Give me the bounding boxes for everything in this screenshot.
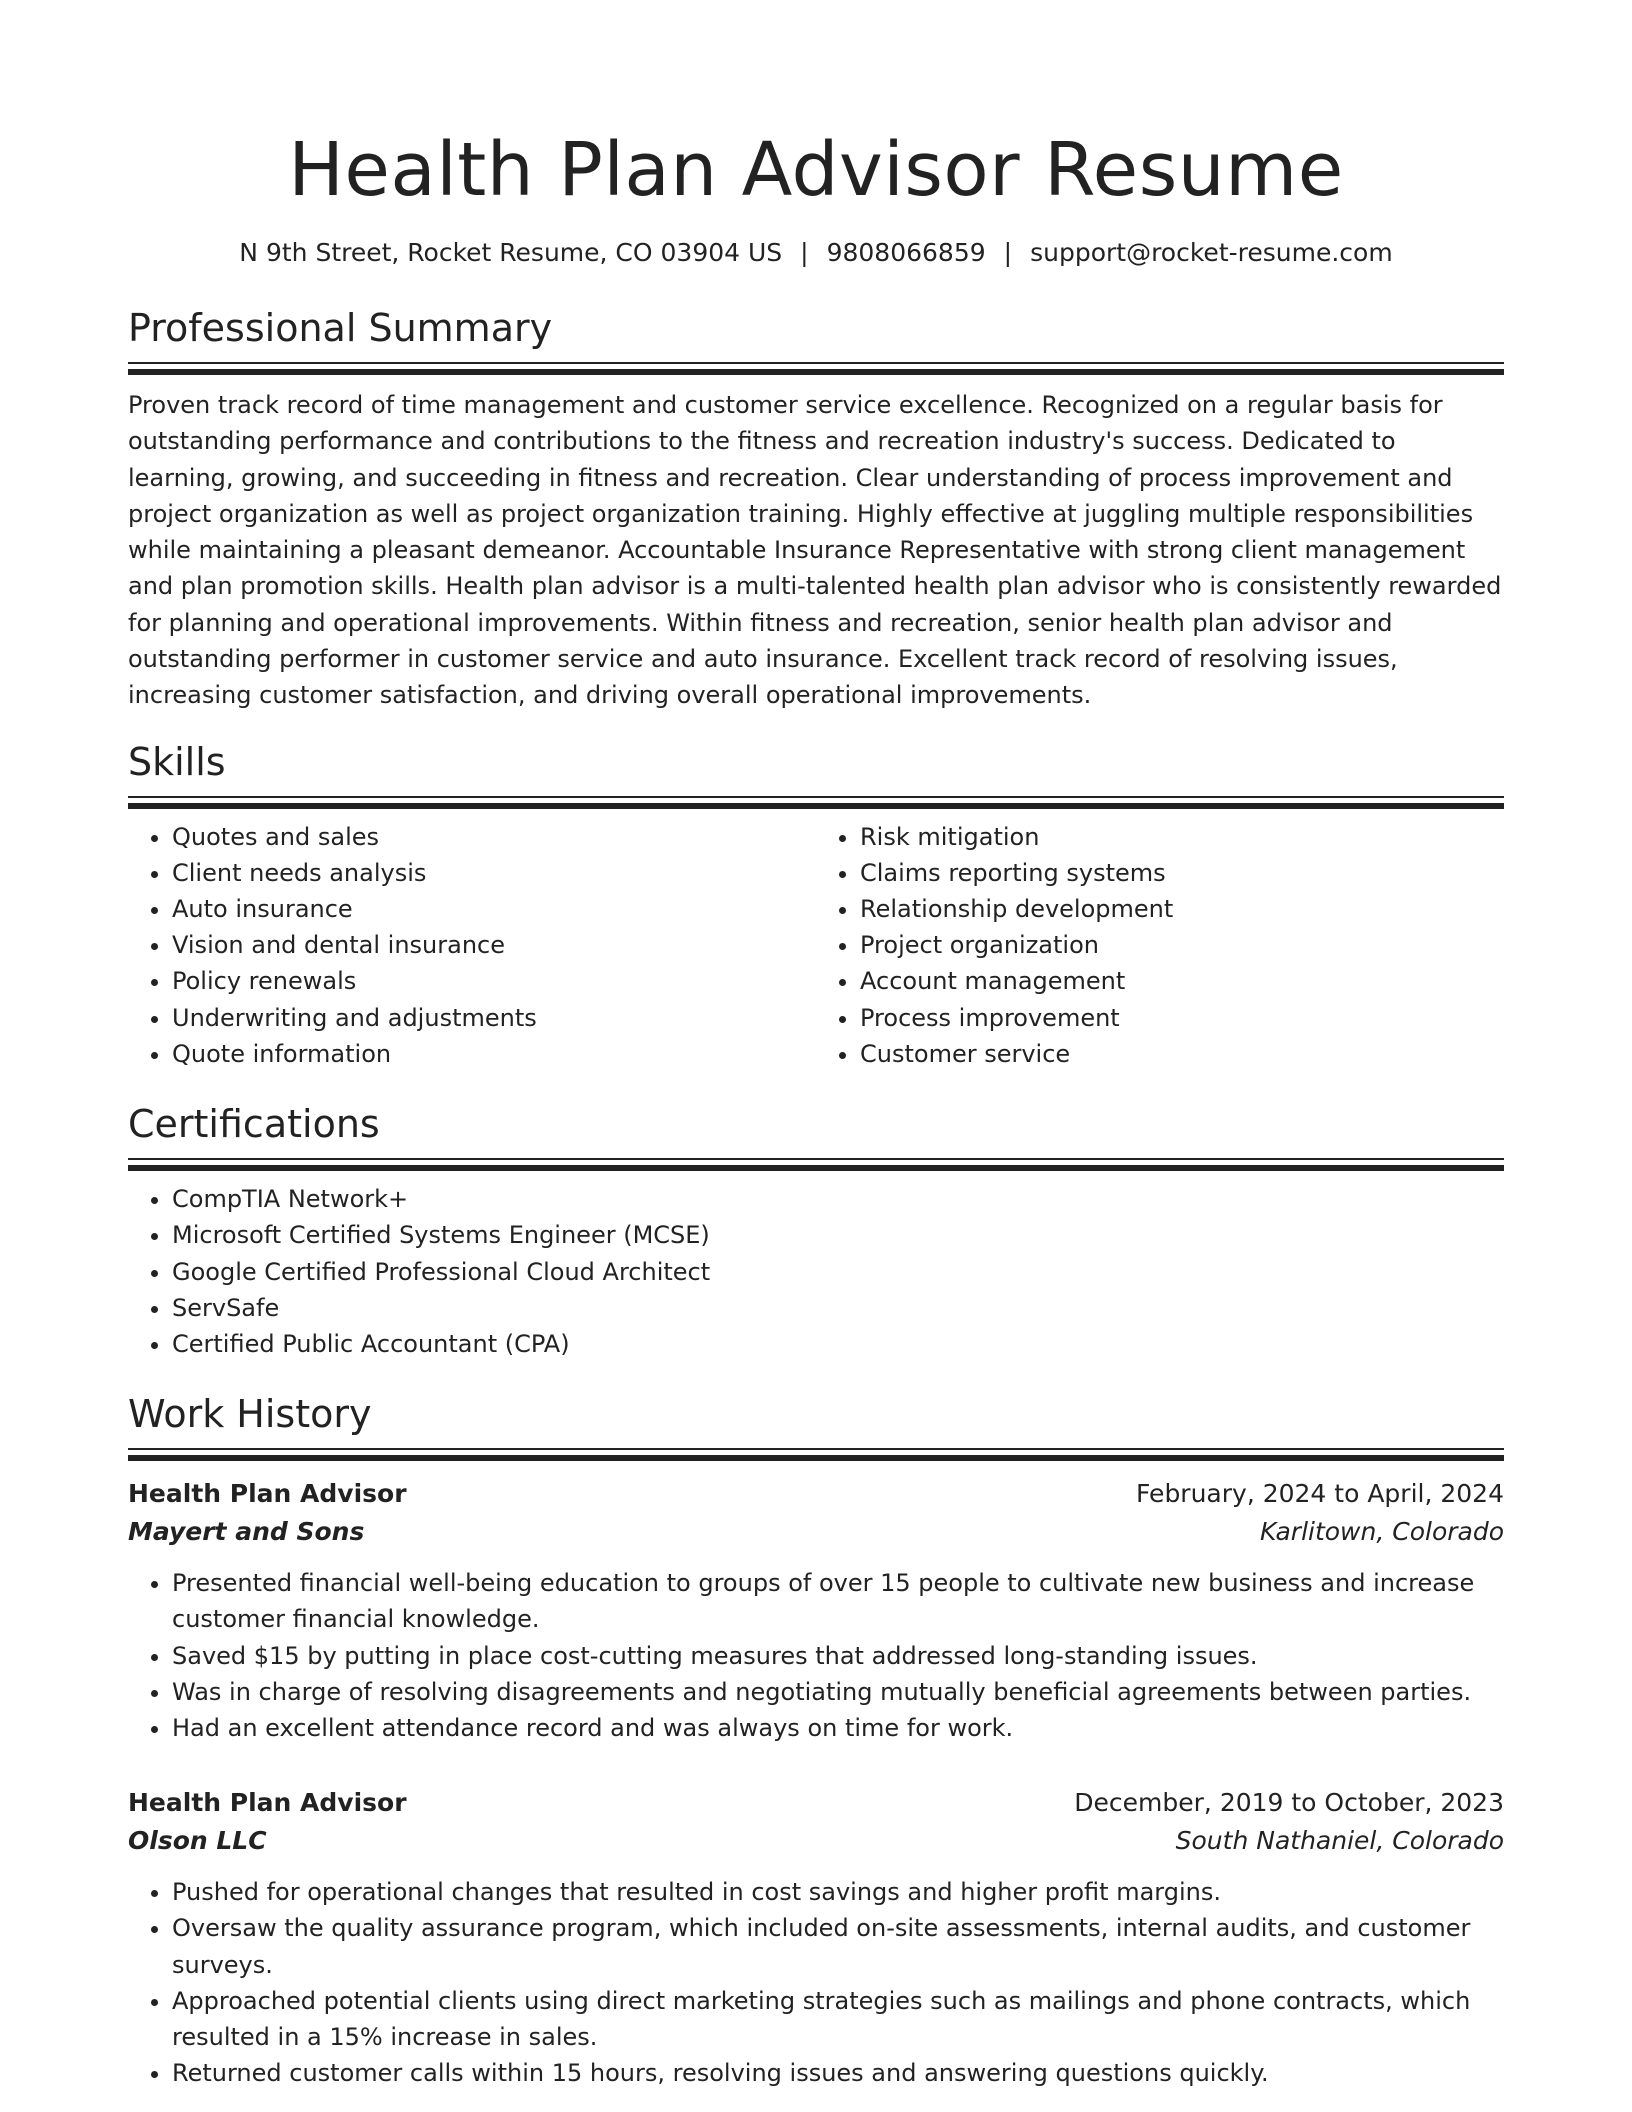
skill-item: • Underwriting and adjustments	[172, 1000, 816, 1036]
summary-text: Proven track record of time management and customer service excellence. Recognized on a regular basis for outstanding performance and contributions to the fitness and recreation industry's success. Dedicated to learning, growing, and succeeding in fitness and recreation. Clear understanding of process improvement and project organization as well as project organization training. Highly effective at juggling multiple responsibilities while maintaining a pleasant demeanor. Accountable Insurance Representative with strong client management and plan promotion skills. Health plan advisor is a multi-talented health plan advisor who is consistently rewarded for planning and operational improvements. Within fitness and recreation, senior health plan advisor and outstanding performer in customer service and auto insurance. Excellent track record of resolving issues, increasing customer satisfaction, and driving overall operational improvements.	[128, 391, 1502, 710]
section-divider	[128, 1165, 1504, 1171]
job-bullet: • Was in charge of resolving disagreements and negotiating mutually beneficial agreements between parties.	[172, 1674, 1504, 1710]
job-bullet: • Returned customer calls within 15 hours, resolving issues and answering questions quickly.	[172, 2055, 1504, 2091]
section-divider	[128, 369, 1504, 375]
certification-item: • CompTIA Network+	[172, 1181, 1504, 1217]
skill-item: • Process improvement	[860, 1000, 1504, 1036]
resume-title: Health Plan Advisor Resume	[288, 127, 1344, 213]
job-entry	[128, 1784, 1504, 2091]
contact-address: N 9th Street, Rocket Resume, CO 03904 US	[239, 238, 783, 267]
section-divider	[128, 796, 1504, 798]
summary-section	[128, 304, 1504, 714]
skills-list-left	[128, 819, 816, 1072]
contact-phone: 9808066859	[826, 238, 986, 267]
job-dates: December, 2019 to October, 2023	[1074, 1788, 1504, 1818]
contact-separator: |	[1003, 238, 1013, 267]
section-divider	[128, 1158, 1504, 1160]
job-title: Health Plan Advisor	[128, 1788, 407, 1818]
job-bullets	[128, 1874, 1504, 2091]
skills-grid	[128, 819, 1504, 1072]
skill-item: • Auto insurance	[172, 891, 816, 927]
job-bullet: • Pushed for operational changes that resulted in cost savings and higher profit margins.	[172, 1874, 1504, 1910]
certifications-section	[128, 1100, 1504, 1362]
job-company-row	[128, 1822, 1504, 1860]
section-divider	[128, 362, 1504, 364]
skill-item: • Project organization	[860, 927, 1504, 963]
job-title: Health Plan Advisor	[128, 1479, 407, 1509]
certification-item: • ServSafe	[172, 1290, 1504, 1326]
skill-item: • Claims reporting systems	[860, 855, 1504, 891]
job-header-row	[128, 1784, 1504, 1822]
skills-list-right	[816, 819, 1504, 1072]
contact-separator: |	[800, 238, 809, 267]
job-company-row	[128, 1513, 1504, 1551]
certifications-list	[128, 1181, 1504, 1362]
skill-item: • Account management	[860, 963, 1504, 999]
skill-item: • Customer service	[860, 1036, 1504, 1072]
job-location: Karlitown, Colorado	[1259, 1517, 1504, 1547]
skills-heading: Skills	[128, 739, 226, 784]
job-bullet: • Saved $15 by putting in place cost-cutting measures that addressed long-standing issues.	[172, 1638, 1504, 1674]
certification-item: • Microsoft Certified Systems Engineer (MCSE)	[172, 1217, 1504, 1253]
skill-item: • Quotes and sales	[172, 819, 816, 855]
job-company: Mayert and Sons	[128, 1517, 365, 1547]
section-divider	[128, 803, 1504, 809]
contact-email: support@rocket-resume.com	[1030, 238, 1393, 267]
work-history-section	[128, 1390, 1504, 2091]
skill-item: • Vision and dental insurance	[172, 927, 816, 963]
skills-section	[128, 738, 1504, 1072]
certification-item: • Google Certified Professional Cloud Architect	[172, 1254, 1504, 1290]
skill-item: • Relationship development	[860, 891, 1504, 927]
section-divider	[128, 1455, 1504, 1461]
certifications-heading: Certifications	[128, 1102, 380, 1147]
job-bullet: • Presented financial well-being education to groups of over 15 people to cultivate new business and increase customer financial knowledge.	[172, 1565, 1504, 1637]
skill-item: • Policy renewals	[172, 963, 816, 999]
section-divider	[128, 1448, 1504, 1450]
skill-item: • Risk mitigation	[860, 819, 1504, 855]
skill-item: • Client needs analysis	[172, 855, 816, 891]
certification-item: • Certified Public Accountant (CPA)	[172, 1326, 1504, 1362]
job-company: Olson LLC	[128, 1826, 267, 1856]
skill-item: • Quote information	[172, 1036, 816, 1072]
contact-line	[128, 236, 1504, 270]
job-bullets	[128, 1565, 1504, 1746]
job-bullet: • Oversaw the quality assurance program, which included on-site assessments, internal audits, and customer surveys.	[172, 1910, 1504, 1982]
job-entry	[128, 1475, 1504, 1746]
job-bullet: • Had an excellent attendance record and was always on time for work.	[172, 1710, 1504, 1746]
job-bullet: • Approached potential clients using direct marketing strategies such as mailings and phone contracts, which resulted in a 15% increase in sales.	[172, 1983, 1504, 2055]
job-header-row	[128, 1475, 1504, 1513]
job-dates: February, 2024 to April, 2024	[1136, 1479, 1504, 1509]
summary-heading: Professional Summary	[128, 306, 553, 350]
job-location: South Nathaniel, Colorado	[1175, 1826, 1504, 1856]
work-history-heading: Work History	[128, 1392, 372, 1437]
